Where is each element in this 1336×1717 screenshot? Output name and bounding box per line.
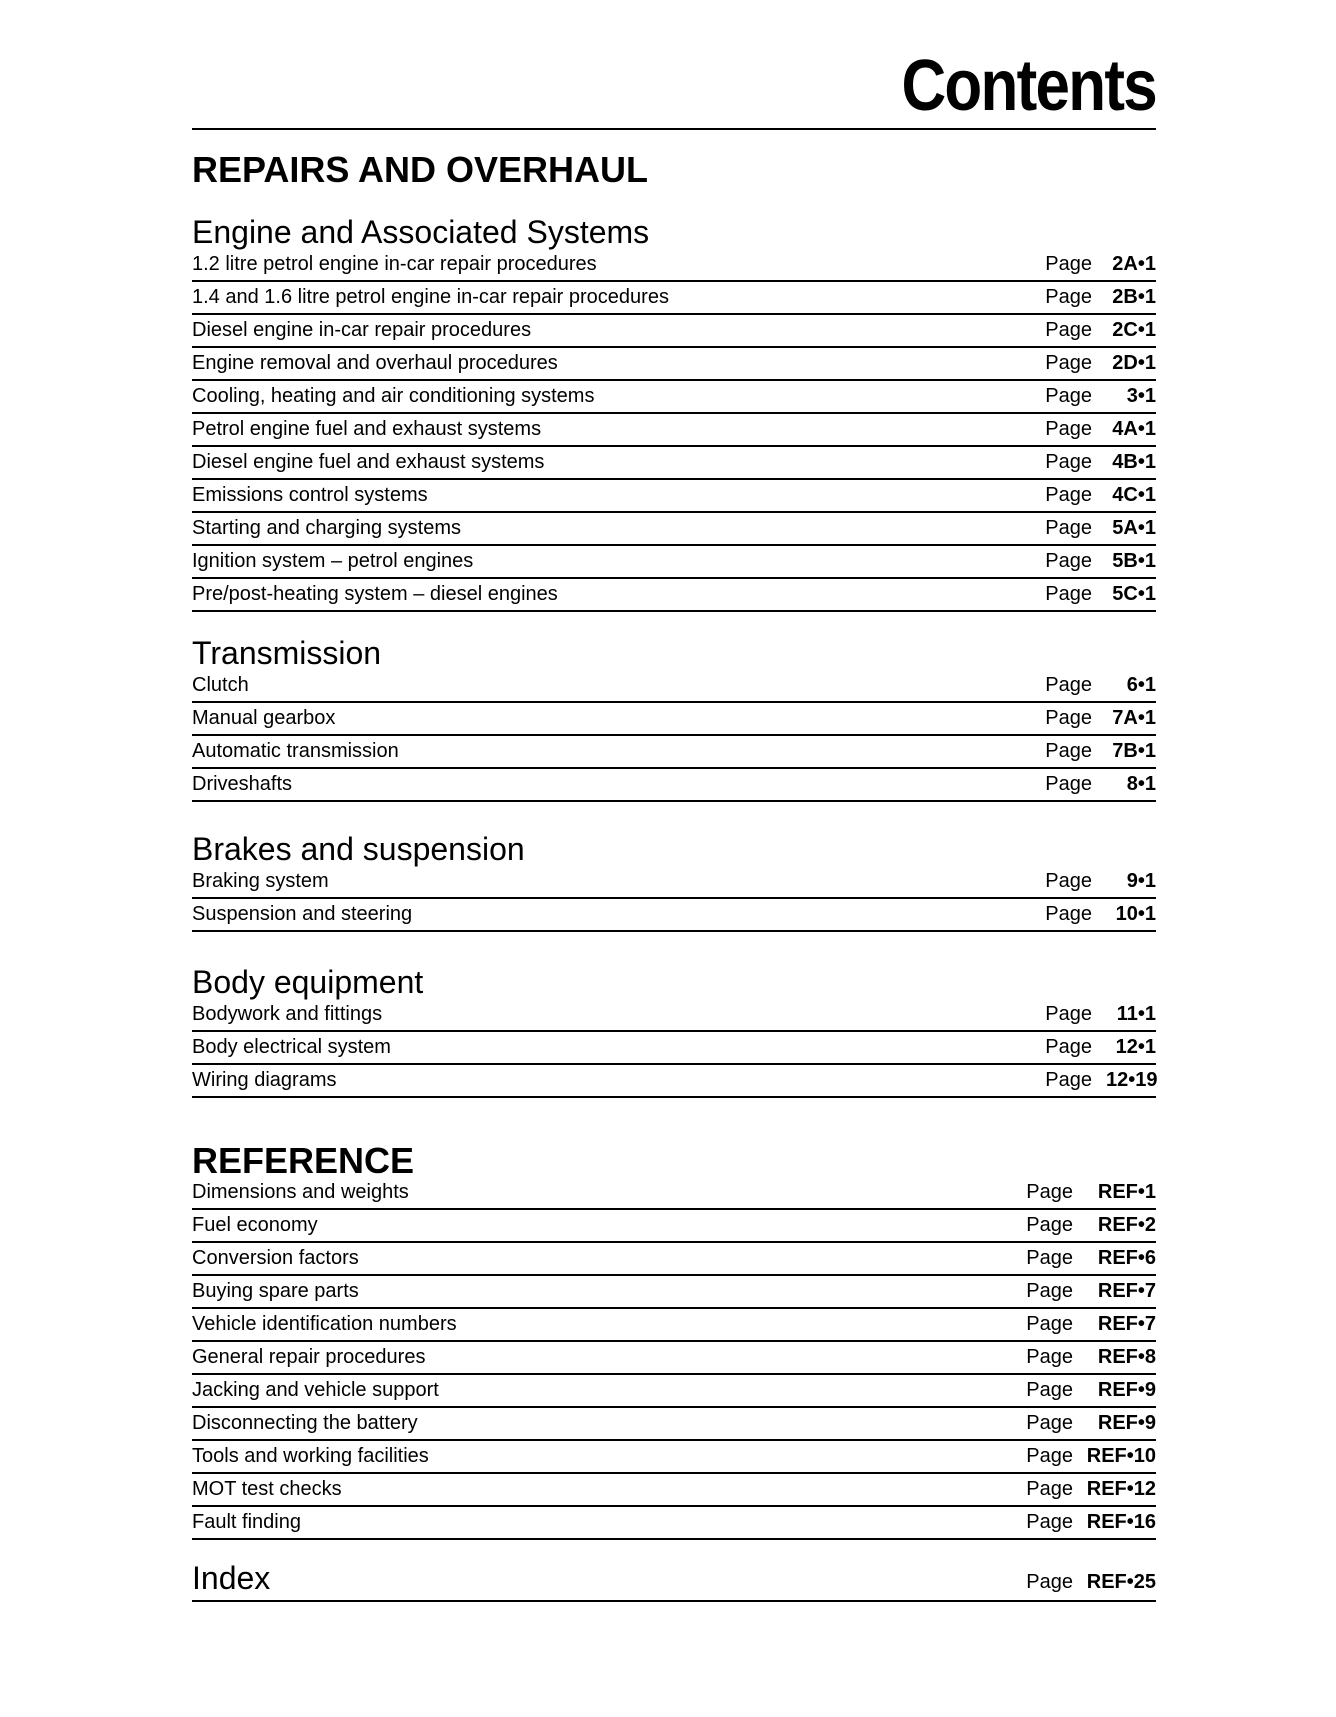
page-word: Page (1045, 418, 1092, 440)
toc-entry[interactable] (192, 1032, 1156, 1065)
toc-entry-page-number: 5A•1 (1112, 517, 1156, 539)
page-word: Page (1045, 1069, 1092, 1091)
page-word: Page (1045, 870, 1092, 892)
toc-entry-label: Starting and charging systems (192, 517, 462, 539)
page-word: Page (1026, 1346, 1073, 1368)
toc-entry-page-number: 11•1 (1116, 1003, 1156, 1025)
toc-entry[interactable] (192, 1276, 1156, 1309)
toc-entry-label: Manual gearbox (192, 707, 336, 729)
toc-entry-label: Petrol engine fuel and exhaust systems (192, 418, 542, 440)
toc-entry-page-number: 4C•1 (1112, 484, 1156, 506)
toc-entry-page-number: 2A•1 (1112, 253, 1156, 275)
page-word: Page (1026, 1412, 1073, 1434)
toc-entry-label: Fault finding (192, 1511, 301, 1533)
page-word: Page (1045, 517, 1092, 539)
toc-entry[interactable] (192, 1408, 1156, 1441)
toc-entry[interactable] (192, 1507, 1156, 1540)
toc-entry[interactable] (192, 282, 1156, 315)
page-word: Page (1045, 1036, 1092, 1058)
toc-entry[interactable] (192, 348, 1156, 381)
page-word: Page (1026, 1181, 1073, 1203)
toc-entry[interactable] (192, 899, 1156, 932)
toc-entry-label: Pre/post-heating system – diesel engines (192, 583, 558, 605)
toc-entry[interactable] (192, 670, 1156, 703)
section-title-engine: Engine and Associated Systems (192, 214, 650, 250)
toc-entry-label: Automatic transmission (192, 740, 399, 762)
toc-entry[interactable] (192, 1309, 1156, 1342)
toc-entry[interactable] (192, 769, 1156, 802)
toc-entry-label: Driveshafts (192, 773, 293, 795)
toc-list-brakes (192, 866, 1156, 932)
toc-entry-page-number: REF•10 (1086, 1445, 1156, 1467)
toc-entry[interactable] (192, 1474, 1156, 1507)
page-word: Page (1045, 550, 1092, 572)
toc-entry[interactable] (192, 447, 1156, 480)
toc-entry[interactable] (192, 703, 1156, 736)
toc-entry-page-number: 2D•1 (1112, 352, 1156, 374)
page-word: Page (1026, 1445, 1073, 1467)
toc-entry-page-number: 6•1 (1126, 674, 1156, 696)
toc-entry-label: Wiring diagrams (192, 1069, 337, 1091)
toc-entry-page-number: REF•9 (1097, 1412, 1156, 1434)
toc-entry-label: Diesel engine fuel and exhaust systems (192, 451, 545, 473)
toc-entry-page-number: 12•19 (1106, 1069, 1158, 1091)
toc-entry[interactable] (192, 480, 1156, 513)
toc-entry-page-number: 3•1 (1126, 385, 1156, 407)
toc-entry[interactable] (192, 381, 1156, 414)
toc-entry-page-number: 7B•1 (1112, 740, 1156, 762)
page-word: Page (1045, 451, 1092, 473)
toc-entry-label: Tools and working facilities (192, 1445, 429, 1467)
toc-entry[interactable] (192, 315, 1156, 348)
toc-entry-page-number: 2C•1 (1112, 319, 1156, 341)
toc-entry-page-number: 4B•1 (1112, 451, 1156, 473)
toc-entry[interactable] (192, 579, 1156, 612)
toc-entry-page-number: 10•1 (1115, 903, 1156, 925)
index-page-number: REF•25 (1086, 1571, 1156, 1593)
page-word: Page (1045, 903, 1092, 925)
toc-entry-label: 1.2 litre petrol engine in-car repair procedures (192, 253, 597, 275)
page-word: Page (1026, 1379, 1073, 1401)
toc-entry-label: Emissions control systems (192, 484, 428, 506)
toc-entry-label: Dimensions and weights (192, 1181, 409, 1203)
index-entry[interactable] (192, 1560, 1156, 1602)
toc-list-transmission (192, 670, 1156, 802)
toc-entry-page-number: 7A•1 (1112, 707, 1156, 729)
toc-entry[interactable] (192, 546, 1156, 579)
toc-entry[interactable] (192, 1342, 1156, 1375)
toc-entry-label: MOT test checks (192, 1478, 342, 1500)
toc-entry[interactable] (192, 1210, 1156, 1243)
page-word: Page (1045, 319, 1092, 341)
toc-entry-label: Diesel engine in-car repair procedures (192, 319, 532, 341)
page-word: Page (1026, 1247, 1073, 1269)
toc-entry-page-number: 5B•1 (1112, 550, 1156, 572)
page-word: Page (1045, 674, 1092, 696)
toc-entry-page-number: REF•1 (1097, 1181, 1156, 1203)
toc-entry-label: Ignition system – petrol engines (192, 550, 474, 572)
toc-entry-page-number: REF•8 (1097, 1346, 1156, 1368)
toc-entry-label: Jacking and vehicle support (192, 1379, 439, 1401)
toc-entry[interactable] (192, 736, 1156, 769)
page-word: Page (1045, 1003, 1092, 1025)
page-word: Page (1026, 1511, 1073, 1533)
toc-entry[interactable] (192, 866, 1156, 899)
page-word: Page (1026, 1214, 1073, 1236)
part-title-repairs: REPAIRS AND OVERHAUL (192, 149, 649, 190)
toc-entry-label: Cooling, heating and air conditioning systems (192, 385, 595, 407)
toc-entry-label: Suspension and steering (192, 903, 413, 925)
toc-entry-label: 1.4 and 1.6 litre petrol engine in-car repair procedures (192, 286, 669, 308)
toc-entry[interactable] (192, 999, 1156, 1032)
page-word: Page (1045, 286, 1092, 308)
page-title: Contents (901, 46, 1156, 126)
section-title-body: Body equipment (192, 964, 424, 1000)
index-label: Index (192, 1560, 271, 1596)
page-word: Page (1026, 1313, 1073, 1335)
toc-entry-label: Disconnecting the battery (192, 1412, 418, 1434)
toc-list-body (192, 999, 1156, 1098)
toc-entry[interactable] (192, 1441, 1156, 1474)
page-word: Page (1045, 707, 1092, 729)
section-title-brakes: Brakes and suspension (192, 831, 525, 867)
toc-entry-page-number: REF•7 (1097, 1313, 1156, 1335)
page-word: Page (1026, 1571, 1073, 1593)
page-word: Page (1045, 352, 1092, 374)
page-word: Page (1045, 484, 1092, 506)
part-title-reference: REFERENCE (192, 1140, 415, 1181)
toc-entry-page-number: 8•1 (1126, 773, 1156, 795)
toc-entry[interactable] (192, 1375, 1156, 1408)
page-word: Page (1026, 1280, 1073, 1302)
page-word: Page (1026, 1478, 1073, 1500)
toc-entry-page-number: 4A•1 (1112, 418, 1156, 440)
toc-entry-label: Buying spare parts (192, 1280, 359, 1302)
section-title-transmission: Transmission (192, 635, 382, 671)
page-word: Page (1045, 583, 1092, 605)
toc-entry-page-number: REF•12 (1086, 1478, 1156, 1500)
toc-entry-label: Fuel economy (192, 1214, 318, 1236)
toc-entry-page-number: REF•7 (1097, 1280, 1156, 1302)
toc-entry-page-number: 2B•1 (1112, 286, 1156, 308)
toc-entry[interactable] (192, 513, 1156, 546)
toc-entry-page-number: REF•16 (1086, 1511, 1156, 1533)
toc-entry[interactable] (192, 1243, 1156, 1276)
toc-list-engine (192, 249, 1156, 612)
toc-entry-label: General repair procedures (192, 1346, 426, 1368)
toc-entry-label: Engine removal and overhaul procedures (192, 352, 558, 374)
toc-entry-page-number: REF•6 (1097, 1247, 1156, 1269)
page-word: Page (1045, 253, 1092, 275)
toc-entry-label: Vehicle identification numbers (192, 1313, 457, 1335)
toc-entry-label: Body electrical system (192, 1036, 391, 1058)
toc-entry-label: Conversion factors (192, 1247, 359, 1269)
toc-entry-page-number: 5C•1 (1112, 583, 1156, 605)
title-divider (192, 128, 1156, 130)
toc-entry[interactable] (192, 414, 1156, 447)
toc-entry[interactable] (192, 1177, 1156, 1210)
toc-list-reference (192, 1177, 1156, 1540)
toc-entry-label: Clutch (192, 674, 249, 696)
toc-entry-label: Braking system (192, 870, 329, 892)
toc-entry-page-number: 9•1 (1126, 870, 1156, 892)
toc-entry[interactable] (192, 249, 1156, 282)
toc-entry-page-number: 12•1 (1115, 1036, 1156, 1058)
page-word: Page (1045, 740, 1092, 762)
toc-entry-page-number: REF•2 (1097, 1214, 1156, 1236)
toc-entry[interactable] (192, 1065, 1156, 1098)
page-word: Page (1045, 385, 1092, 407)
toc-entry-label: Bodywork and fittings (192, 1003, 383, 1025)
page-word: Page (1045, 773, 1092, 795)
toc-entry-page-number: REF•9 (1097, 1379, 1156, 1401)
